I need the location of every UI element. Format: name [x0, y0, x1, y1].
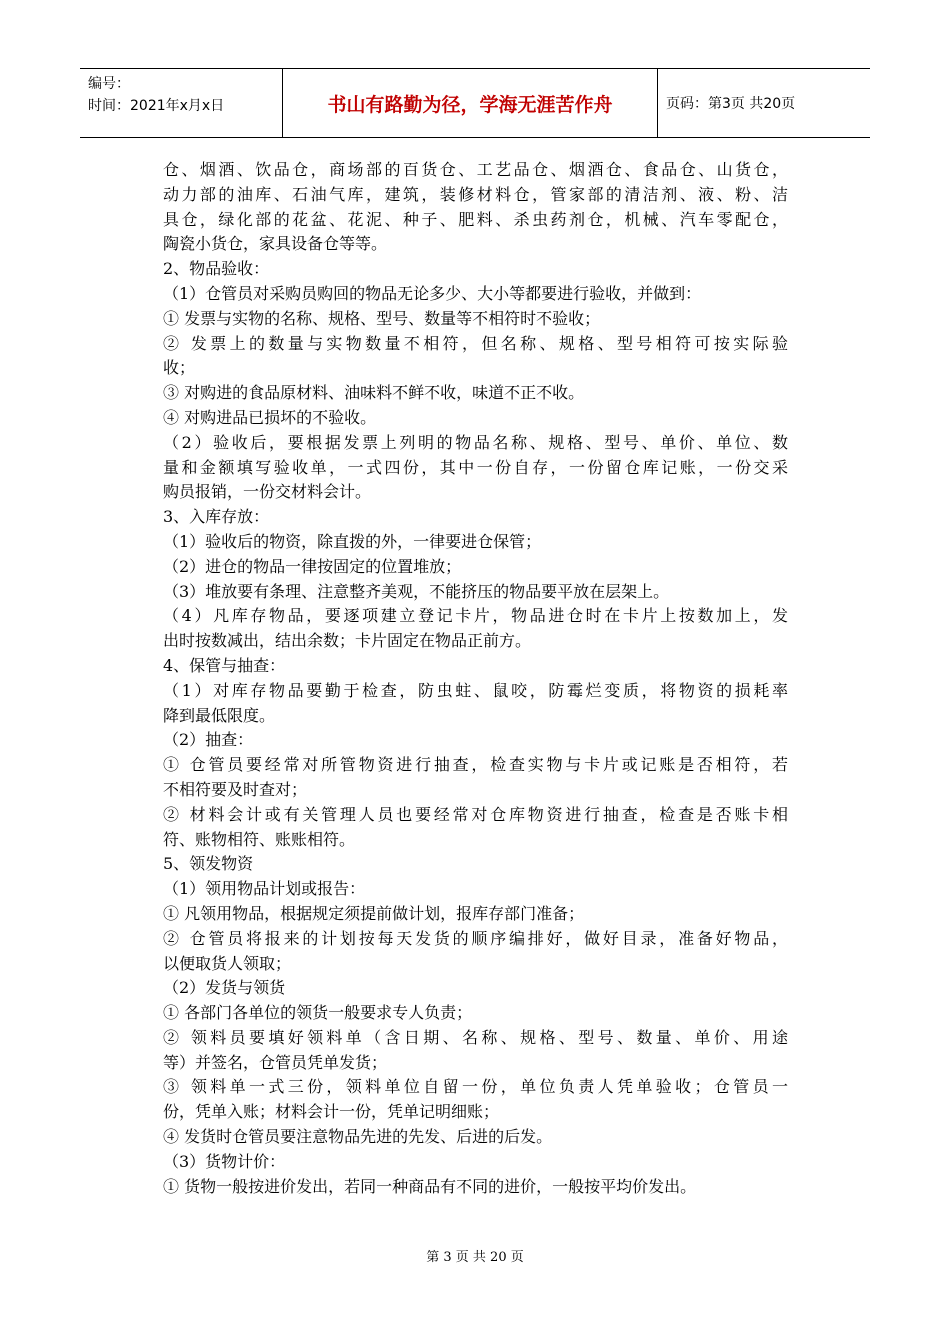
- document-body: [163, 158, 788, 1199]
- text-line: ① 货物一般按进价发出，若同一种商品有不同的进价，一般按平均价发出。: [163, 1176, 697, 1196]
- text-line: （2）验收后，要根据发票上列明的物品名称、规格、型号、单价、单位、数: [163, 432, 788, 452]
- text-line: ① 各部门各单位的领货一般要求专人负责；: [163, 1003, 473, 1023]
- text-line: 购员报销，一份交材料会计。: [163, 482, 372, 502]
- text-line: 5、领发物资: [163, 854, 254, 874]
- text-line: 份，凭单入账；材料会计一份，凭单记明细账；: [163, 1102, 500, 1122]
- text-line: ④ 发货时仓管员要注意物品先进的先发、后进的后发。: [163, 1127, 553, 1147]
- text-line: ① 仓管员要经常对所管物资进行抽查，检查实物与卡片或记账是否相符，若: [163, 755, 788, 775]
- text-line: （1）对库存物品要勤于检查，防虫蛀、鼠咬，防霉烂变质，将物资的损耗率: [163, 680, 788, 700]
- text-line: 2、物品验收：: [163, 259, 270, 279]
- text-line: （1）验收后的物资，除直拨的外，一律要进仓保管；: [163, 531, 542, 551]
- header-page-info: 页码：第3页 共20页: [666, 96, 796, 112]
- text-line: 符、账物相符、账账相符。: [163, 829, 356, 849]
- text-line: 4、保管与抽查：: [163, 655, 286, 675]
- text-line: （4）凡库存物品，要逐项建立登记卡片，物品进仓时在卡片上按数加上，发: [163, 606, 788, 626]
- text-line: （2）发货与领货: [163, 978, 286, 998]
- text-line: 以便取货人领取；: [163, 953, 292, 973]
- text-line: 收；: [163, 358, 196, 378]
- text-line: （1）领用物品计划或报告：: [163, 879, 366, 899]
- text-line: 量和金额填写验收单，一式四份，其中一份自存，一份留仓库记账，一份交采: [163, 457, 788, 477]
- text-line: 3、入库存放：: [163, 507, 270, 527]
- document-date: 时间：2021年x月x日: [88, 98, 225, 114]
- text-line: 仓、烟酒、饮品仓，商场部的百货仓、工艺品仓、烟酒仓、食品仓、山货仓，: [163, 160, 788, 179]
- text-line: （3）货物计价：: [163, 1151, 286, 1171]
- header-meta: [80, 69, 283, 137]
- text-line: ③ 对购进的食品原材料、油味料不鲜不收，味道不正不收。: [163, 383, 585, 403]
- text-line: （2）进仓的物品一律按固定的位置堆放；: [163, 556, 462, 576]
- text-line: ① 凡领用物品，根据规定须提前做计划，报库存部门准备；: [163, 903, 585, 923]
- document-number-label: 编号：: [88, 76, 130, 92]
- text-line: 出时按数减出，结出余数；卡片固定在物品正前方。: [163, 631, 532, 651]
- text-line: （1）仓管员对采购员购回的物品无论多少、大小等都要进行验收，并做到：: [163, 283, 702, 303]
- page-header: [80, 68, 870, 138]
- text-line: 等）并签名，仓管员凭单发货；: [163, 1052, 388, 1072]
- text-line: （3）堆放要有条理、注意整齐美观，不能挤压的物品要平放在层架上。: [163, 581, 670, 601]
- text-line: 不相符要及时查对；: [163, 779, 308, 799]
- text-line: 具仓，绿化部的花盆、花泥、种子、肥料、杀虫药剂仓，机械、汽车零配仓，: [163, 209, 788, 229]
- page-footer: 第 3 页 共 20 页: [426, 1250, 524, 1265]
- text-line: ② 仓管员将报来的计划按每天发货的顺序编排好，做好目录，准备好物品，: [163, 928, 788, 948]
- text-line: 动力部的油库、石油气库，建筑，装修材料仓，管家部的清洁剂、液、粉、洁: [163, 184, 788, 204]
- text-line: ① 发票与实物的名称、规格、型号、数量等不相符时不验收；: [163, 308, 601, 328]
- header-motto: 书山有路勤为径，学海无涯苦作舟: [283, 69, 658, 137]
- text-line: ② 材料会计或有关管理人员也要经常对仓库物资进行抽查，检查是否账卡相: [163, 804, 788, 824]
- text-line: 降到最低限度。: [163, 705, 276, 725]
- text-line: ② 发票上的数量与实物数量不相符，但名称、规格、型号相符可按实际验: [163, 333, 788, 353]
- text-line: ② 领料员要填好领料单（含日期、名称、规格、型号、数量、单价、用途: [163, 1027, 788, 1047]
- text-line: ③ 领料单一式三份，领料单位自留一份，单位负责人凭单验收；仓管员一: [163, 1077, 788, 1097]
- text-line: （2）抽查：: [163, 730, 254, 750]
- text-line: 陶瓷小货仓，家具设备仓等等。: [163, 234, 388, 254]
- text-line: ④ 对购进品已损坏的不验收。: [163, 407, 377, 427]
